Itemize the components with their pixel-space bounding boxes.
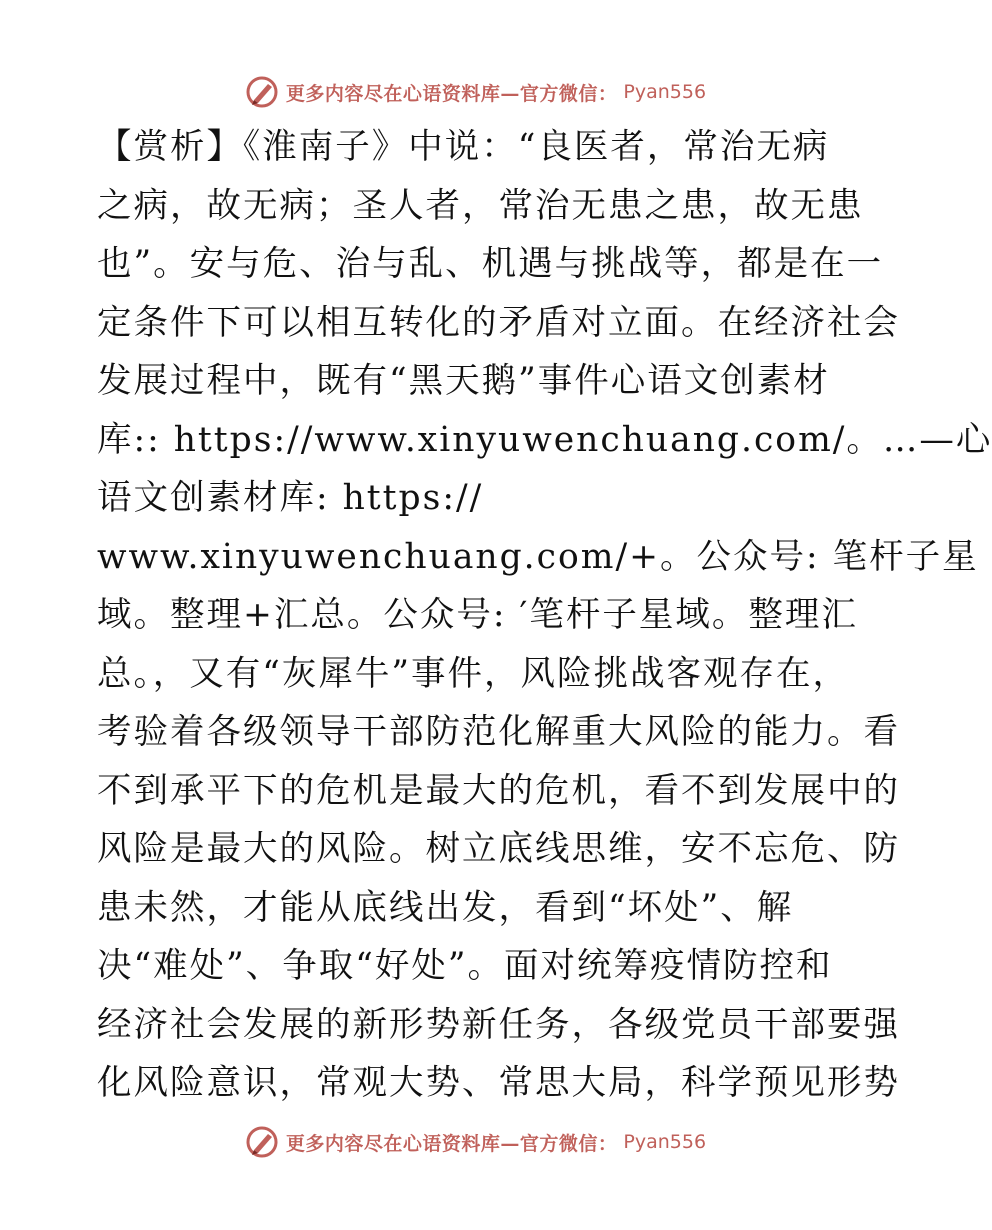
text-line: 经济社会发展的新形势新任务，各级党员干部要强 [97, 1004, 900, 1045]
header-banner-text: 更多内容尽在心语资料库—官方微信： [285, 82, 618, 105]
text-line: www.xinyuwenchuang.com/+。公众号: 笔杆子星 [97, 536, 979, 577]
text-line: 也”。安与危、治与乱、机遇与挑战等，都是在一 [97, 244, 884, 284]
pen-logo-icon [244, 74, 280, 110]
text-line: 【赏析】《淮南子》中说：“良医者，常治无病 [97, 127, 830, 167]
text-line: 定条件下可以相互转化的矛盾对立面。在经济社会 [97, 302, 900, 343]
footer-banner [0, 1120, 950, 1164]
text-line: 考验着各级领导干部防范化解重大风险的能力。看 [97, 712, 900, 752]
text-line: 之病，故无病；圣人者，常治无患之患，故无患 [97, 185, 864, 226]
footer-banner-contact: Pyan556 [623, 1131, 707, 1153]
text-line: 决“难处”、争取“好处”。面对统筹疫情防控和 [97, 946, 833, 986]
pen-logo-icon [244, 1124, 280, 1160]
header-banner [0, 70, 950, 114]
footer-banner-text: 更多内容尽在心语资料库—官方微信： [285, 1132, 618, 1155]
text-line: 域。整理+汇总。公众号: ′笔杆子星域。整理汇 [97, 595, 858, 635]
text-line: 总。，又有“灰犀牛”事件，风险挑战客观存在， [97, 653, 850, 694]
text-line: 不到承平下的危机是最大的危机，看不到发展中的 [97, 770, 900, 811]
text-line: 风险是最大的风险。树立底线思维，安不忘危、防 [97, 829, 900, 869]
text-line: 患未然，才能从底线出发，看到“坏处”、解 [97, 887, 794, 928]
text-line: 发展过程中，既有“黑天鹅”事件心语文创素材 [97, 361, 830, 401]
text-line: 库:: https://www.xinyuwenchuang.com/。…—心 [97, 419, 992, 460]
text-line: 化风险意识，常观大势、常思大局，科学预见形势 [97, 1063, 900, 1103]
document-body [97, 118, 992, 1113]
header-banner-contact: Pyan556 [623, 81, 707, 103]
text-line: 语文创素材库: https:// [97, 478, 484, 518]
